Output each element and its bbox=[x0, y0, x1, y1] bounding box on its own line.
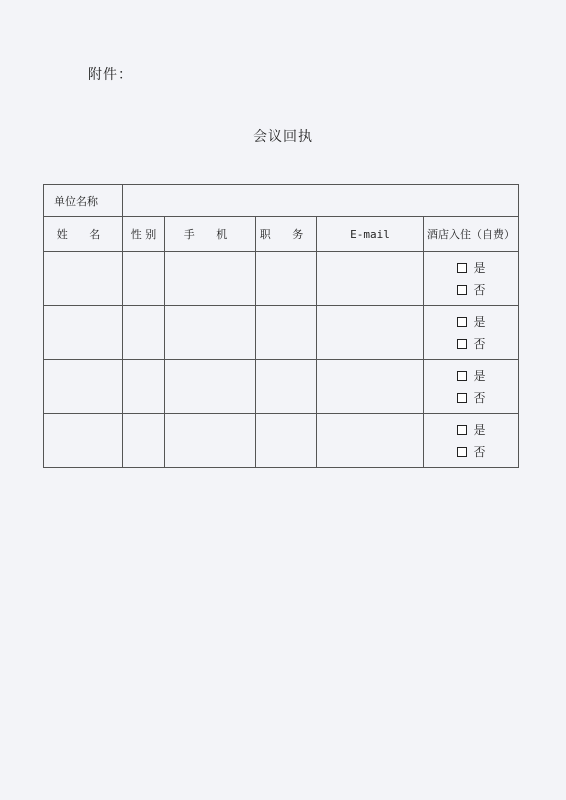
checkbox-icon[interactable] bbox=[457, 339, 467, 349]
unit-name-field[interactable] bbox=[123, 185, 519, 217]
checkbox-icon[interactable] bbox=[457, 447, 467, 457]
position-cell[interactable] bbox=[256, 306, 317, 360]
hotel-no-option[interactable] bbox=[424, 441, 518, 463]
hotel-no-label: 否 bbox=[473, 283, 486, 297]
attachment-label: 附件： bbox=[88, 67, 133, 83]
checkbox-icon[interactable] bbox=[457, 285, 467, 295]
position-cell[interactable] bbox=[256, 252, 317, 306]
column-header-name: 姓 名 bbox=[44, 217, 123, 252]
gender-cell[interactable] bbox=[123, 306, 165, 360]
hotel-no-option[interactable] bbox=[424, 387, 518, 409]
hotel-yes-option[interactable] bbox=[424, 419, 518, 441]
hotel-cell bbox=[424, 360, 519, 414]
column-header-phone: 手 机 bbox=[165, 217, 256, 252]
hotel-yes-label: 是 bbox=[473, 261, 486, 275]
column-header-position: 职 务 bbox=[256, 217, 317, 252]
checkbox-icon[interactable] bbox=[457, 425, 467, 435]
phone-cell[interactable] bbox=[165, 414, 256, 468]
hotel-yes-label: 是 bbox=[473, 369, 486, 383]
column-header-gender: 性 别 bbox=[123, 217, 165, 252]
checkbox-icon[interactable] bbox=[457, 317, 467, 327]
header-row bbox=[44, 217, 519, 252]
name-cell[interactable] bbox=[44, 414, 123, 468]
hotel-yes-label: 是 bbox=[473, 315, 486, 329]
hotel-no-label: 否 bbox=[473, 337, 486, 351]
gender-cell[interactable] bbox=[123, 414, 165, 468]
table-row bbox=[44, 306, 519, 360]
checkbox-icon[interactable] bbox=[457, 263, 467, 273]
gender-cell[interactable] bbox=[123, 252, 165, 306]
phone-cell[interactable] bbox=[165, 360, 256, 414]
phone-cell[interactable] bbox=[165, 306, 256, 360]
unit-name-label: 单位名称 bbox=[44, 185, 123, 217]
hotel-cell bbox=[424, 414, 519, 468]
column-header-hotel: 酒店入住（自费） bbox=[424, 217, 519, 252]
hotel-no-option[interactable] bbox=[424, 279, 518, 301]
name-cell[interactable] bbox=[44, 252, 123, 306]
reply-form-table bbox=[43, 184, 519, 468]
name-cell[interactable] bbox=[44, 306, 123, 360]
email-cell[interactable] bbox=[317, 414, 424, 468]
hotel-cell bbox=[424, 252, 519, 306]
table-row bbox=[44, 360, 519, 414]
hotel-no-label: 否 bbox=[473, 445, 486, 459]
table-row bbox=[44, 414, 519, 468]
email-cell[interactable] bbox=[317, 360, 424, 414]
hotel-yes-option[interactable] bbox=[424, 311, 518, 333]
email-cell[interactable] bbox=[317, 252, 424, 306]
checkbox-icon[interactable] bbox=[457, 393, 467, 403]
name-cell[interactable] bbox=[44, 360, 123, 414]
column-header-email: E-mail bbox=[317, 217, 424, 252]
hotel-no-option[interactable] bbox=[424, 333, 518, 355]
gender-cell[interactable] bbox=[123, 360, 165, 414]
hotel-yes-option[interactable] bbox=[424, 365, 518, 387]
hotel-yes-option[interactable] bbox=[424, 257, 518, 279]
position-cell[interactable] bbox=[256, 360, 317, 414]
hotel-no-label: 否 bbox=[473, 391, 486, 405]
phone-cell[interactable] bbox=[165, 252, 256, 306]
checkbox-icon[interactable] bbox=[457, 371, 467, 381]
unit-row bbox=[44, 185, 519, 217]
email-cell[interactable] bbox=[317, 306, 424, 360]
table-row bbox=[44, 252, 519, 306]
page-title: 会议回执 bbox=[253, 129, 313, 145]
hotel-cell bbox=[424, 306, 519, 360]
hotel-yes-label: 是 bbox=[473, 423, 486, 437]
position-cell[interactable] bbox=[256, 414, 317, 468]
